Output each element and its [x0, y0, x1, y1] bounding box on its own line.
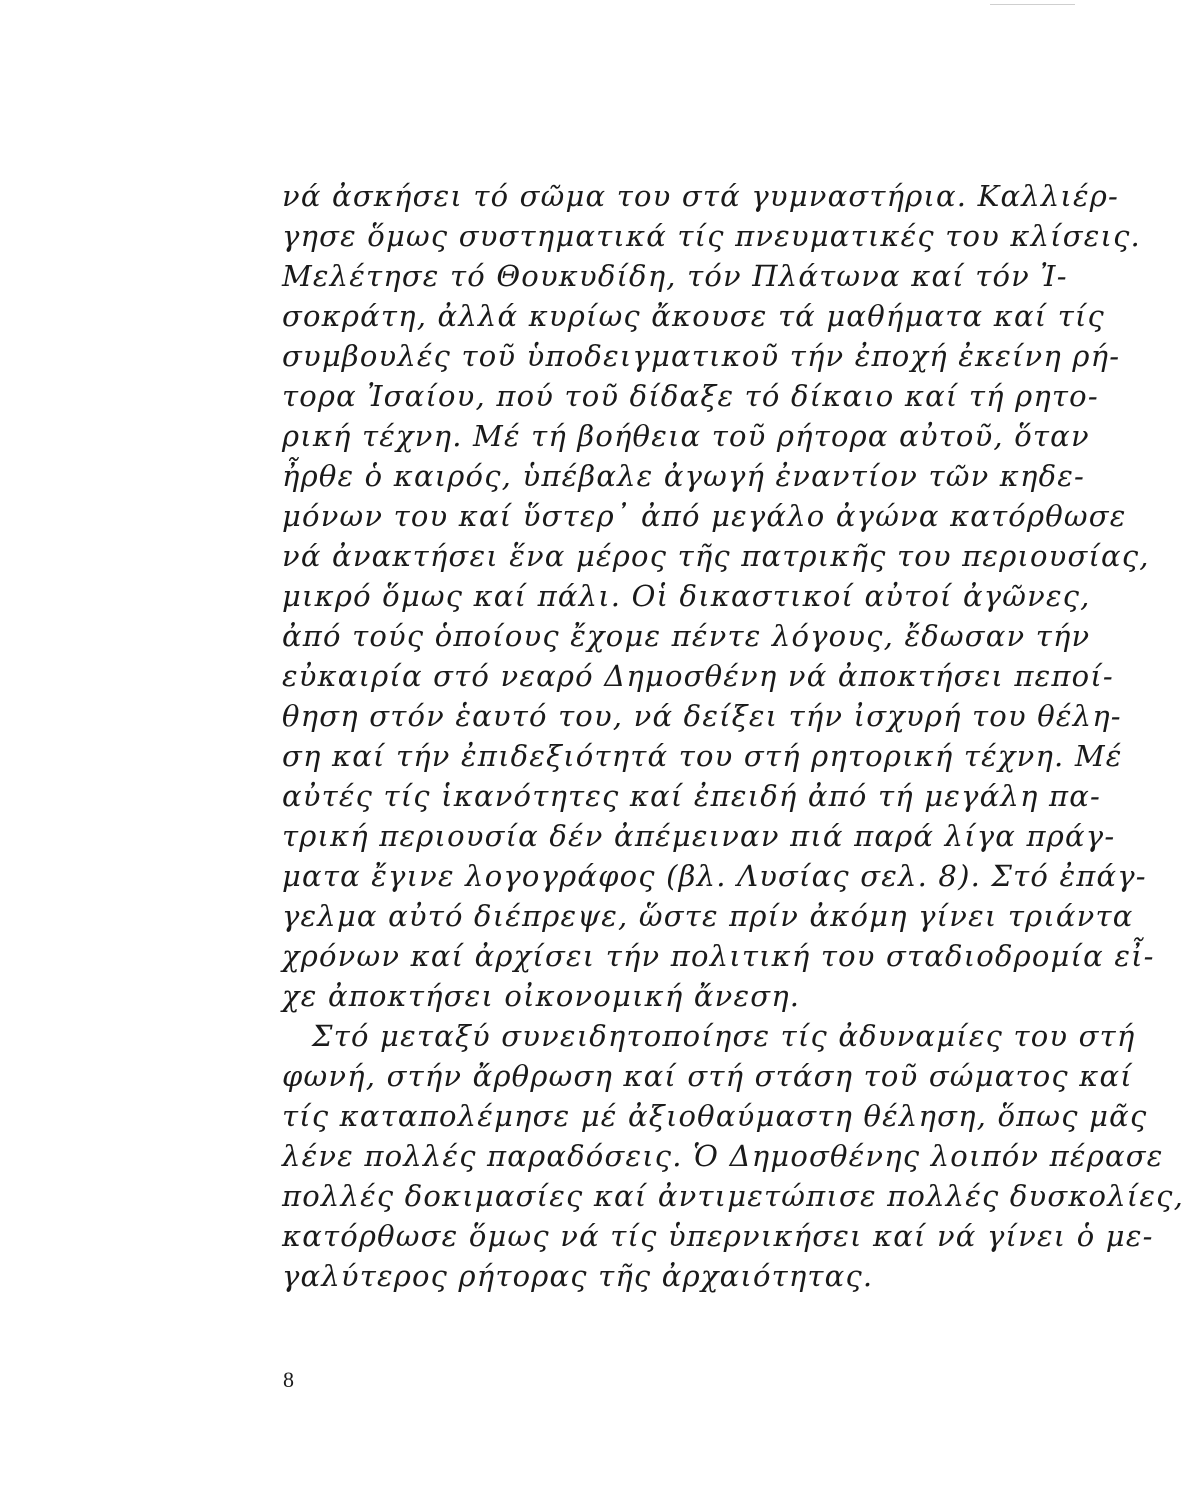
text-line: χε ἀποκτήσει οἰκονομική ἄνεση.	[282, 979, 801, 1013]
text-line: πολλές δοκιμασίες καί ἀντιμετώπισε πολλές δυσκολίες,	[282, 1179, 1184, 1213]
text-line: ση καί τήν ἐπιδεξιότητά του στή ρητορική τέχνη. Μέ	[282, 739, 1123, 773]
text-line: φωνή, στήν ἄρθρωση καί στή στάση τοῦ σώματος καί	[282, 1059, 1133, 1093]
text-line: γησε ὅμως συστηματικά τίς πνευματικές του κλίσεις.	[282, 219, 1141, 253]
text-line: χρόνων καί ἀρχίσει τήν πολιτική του σταδιοδρομία εἶ-	[282, 939, 1155, 973]
text-line: σοκράτη, ἀλλά κυρίως ἄκουσε τά μαθήματα καί τίς	[282, 299, 1105, 333]
paragraph-1	[282, 176, 1155, 1016]
text-line: νά ἀνακτήσει ἕνα μέρος τῆς πατρικῆς του περιουσίας,	[282, 539, 1150, 573]
text-line: κατόρθωσε ὅμως νά τίς ὑπερνικήσει καί νά γίνει ὁ με-	[282, 1219, 1154, 1253]
text-line: ἦρθε ὁ καιρός, ὑπέβαλε ἀγωγή ἐναντίον τῶν κηδε-	[282, 459, 1086, 493]
text-line: μόνων του καί ὕστερ᾽ ἀπό μεγάλο ἀγώνα κατόρθωσε	[282, 499, 1127, 533]
scan-edge-line	[990, 4, 1075, 5]
text-line: εὐκαιρία στό νεαρό Δημοσθένη νά ἀποκτήσει πεποί-	[282, 659, 1114, 693]
text-line: τίς καταπολέμησε μέ ἀξιοθαύμαστη θέληση, ὅπως μᾶς	[282, 1099, 1148, 1133]
text-line: νά ἀσκήσει τό σῶμα του στά γυμναστήρια. Καλλιέρ-	[282, 179, 1120, 213]
text-line: τρική περιουσία δέν ἀπέμειναν πιά παρά λίγα πράγ-	[282, 819, 1116, 853]
text-line: γαλύτερος ρήτορας τῆς ἀρχαιότητας.	[282, 1259, 874, 1293]
page-number: 8	[283, 1367, 294, 1392]
text-line: μικρό ὅμως καί πάλι. Οἱ δικαστικοί αὐτοί ἀγῶνες,	[282, 579, 1091, 613]
text-line: ρική τέχνη. Μέ τή βοήθεια τοῦ ρήτορα αὐτοῦ, ὅταν	[282, 419, 1090, 453]
paragraph-2	[282, 1016, 1184, 1296]
text-line: Μελέτησε τό Θουκυδίδη, τόν Πλάτωνα καί τόν Ἰ-	[282, 259, 1068, 293]
text-line: ἀπό τούς ὁποίους ἔχομε πέντε λόγους, ἔδωσαν τήν	[282, 619, 1091, 653]
text-line: ματα ἔγινε λογογράφος (βλ. Λυσίας σελ. 8). Στό ἐπάγ-	[282, 859, 1147, 893]
text-line: θηση στόν ἑαυτό του, νά δείξει τήν ἰσχυρή του θέλη-	[282, 699, 1122, 733]
text-line: αὐτές τίς ἱκανότητες καί ἐπειδή ἀπό τή μεγάλη πα-	[282, 779, 1101, 813]
text-line: συμβουλές τοῦ ὑποδειγματικοῦ τήν ἐποχή ἐκείνη ρή-	[282, 339, 1121, 373]
text-line: τορα Ἰσαίου, πού τοῦ δίδαξε τό δίκαιο καί τή ρητο-	[282, 379, 1099, 413]
text-line: γελμα αὐτό διέπρεψε, ὥστε πρίν ἀκόμη γίνει τριάντα	[282, 899, 1134, 933]
text-line: λένε πολλές παραδόσεις. Ὁ Δημοσθένης λοιπόν πέρασε	[282, 1139, 1164, 1173]
text-line: Στό μεταξύ συνειδητοποίησε τίς ἀδυναμίες του στή	[312, 1019, 1136, 1053]
page-body-text	[282, 176, 1184, 1296]
